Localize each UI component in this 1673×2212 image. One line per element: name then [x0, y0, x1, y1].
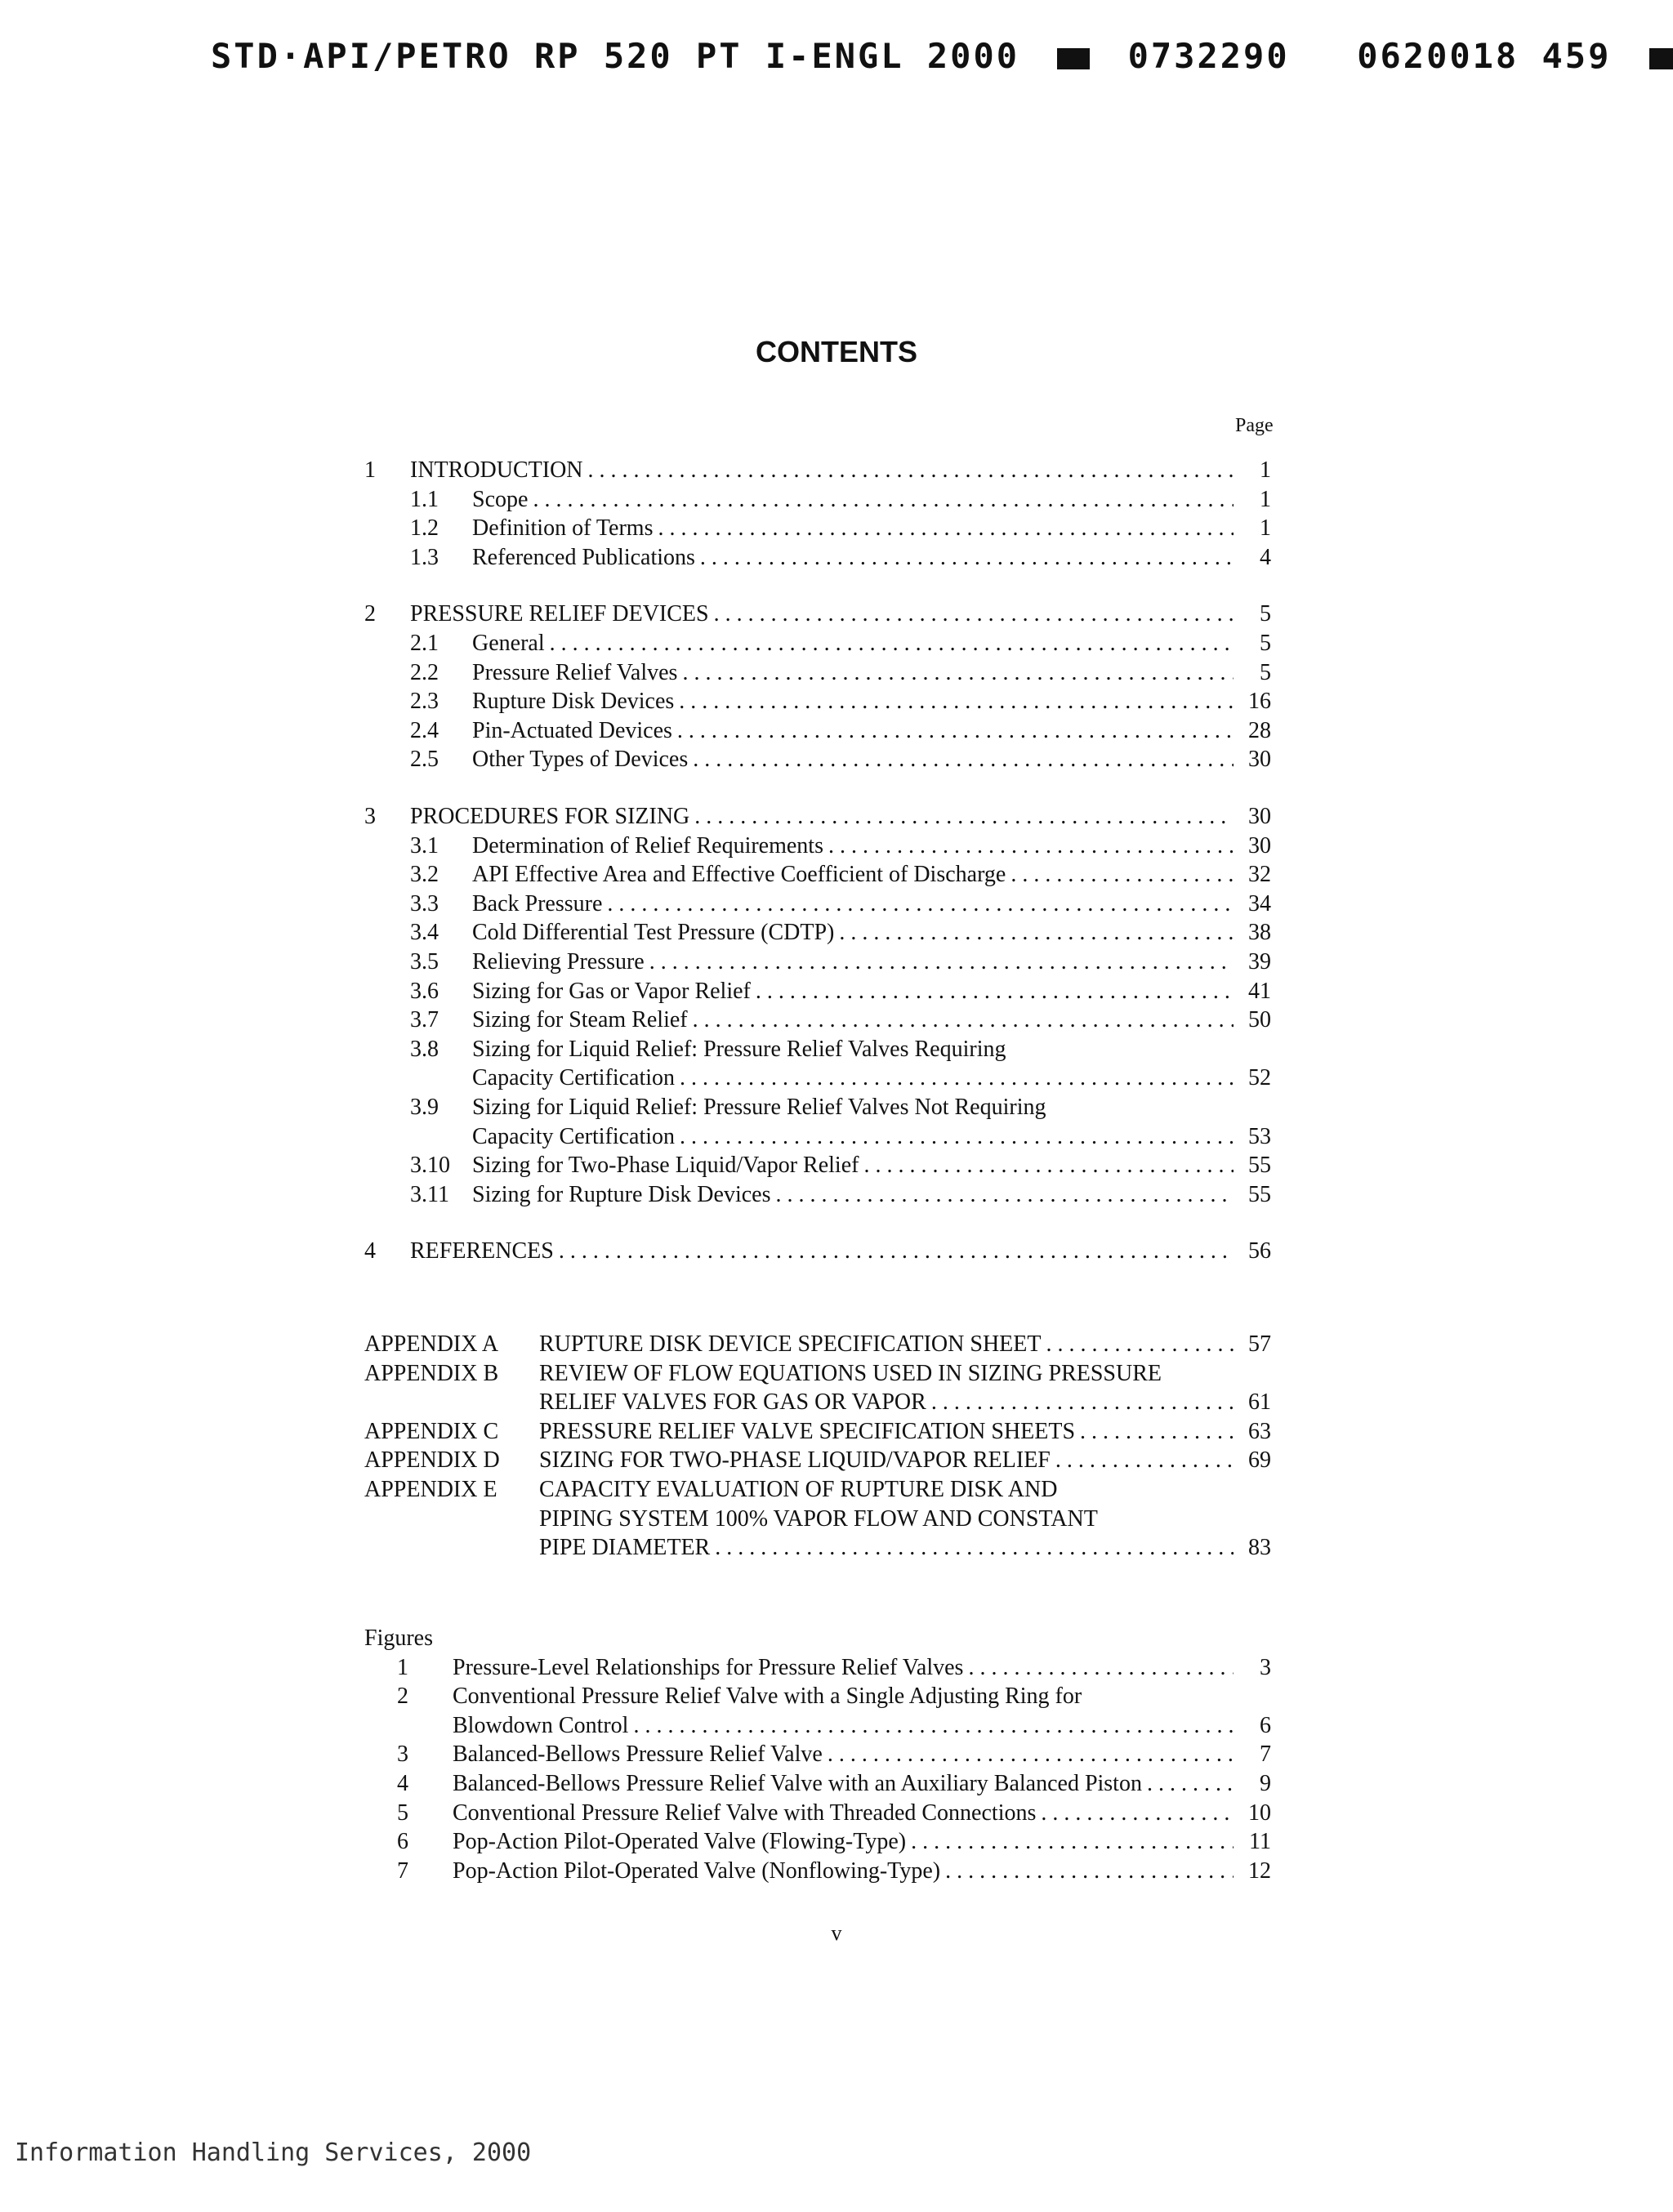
toc-subsection-title: General: [472, 631, 545, 656]
toc-subsection-page: 41: [1248, 978, 1271, 1004]
dot-leader: [533, 485, 1234, 515]
toc-subsection: [0, 918, 1673, 948]
toc-section-page: 56: [1248, 1238, 1271, 1264]
toc-figure-number: 1: [397, 1654, 408, 1680]
toc-figure-page: 3: [1260, 1654, 1271, 1680]
dot-leader: [1147, 1769, 1234, 1799]
dot-leader: [633, 1711, 1234, 1741]
toc-subsection-text: [472, 832, 1271, 861]
toc-subsection: [0, 629, 1673, 658]
toc-section-text: [410, 1237, 1271, 1266]
toc-subsection-title: Back Pressure: [472, 890, 603, 916]
toc-appendix-text: [539, 1446, 1271, 1475]
toc-subsection-page: 32: [1248, 862, 1271, 888]
toc-appendix-page: 69: [1248, 1447, 1271, 1474]
toc-figure-page: 12: [1248, 1857, 1271, 1884]
dot-leader: [658, 514, 1234, 543]
toc-figure-number: 5: [397, 1799, 408, 1826]
toc-subsection-title: API Effective Area and Effective Coefficient of Discharge: [472, 862, 1006, 888]
toc-figure-title: Conventional Pressure Relief Valve with Threaded Connections: [453, 1799, 1037, 1826]
toc-figure: [0, 1857, 1673, 1886]
toc-figure-text: [453, 1653, 1271, 1683]
toc-subsection: [0, 716, 1673, 746]
toc-figure-text: [453, 1682, 1271, 1711]
toc-figure-number: 6: [397, 1829, 408, 1855]
toc-appendix-title: SIZING FOR TWO-PHASE LIQUID/VAPOR RELIEF: [539, 1447, 1051, 1474]
toc-figure-text: [453, 1799, 1271, 1828]
toc-subsection-number: 2.3: [410, 689, 439, 715]
toc-subsection-text: [472, 860, 1271, 890]
toc-figure-page: 7: [1260, 1742, 1271, 1768]
dot-leader: [715, 1533, 1234, 1563]
toc-appendix-text: [539, 1475, 1271, 1505]
toc-figure-text: [453, 1711, 1271, 1741]
toc-figure-title: Balanced-Bellows Pressure Relief Valve: [453, 1742, 823, 1768]
toc-figure-number: 3: [397, 1742, 408, 1768]
toc-figure-page: 10: [1248, 1799, 1271, 1826]
toc-appendix: [0, 1359, 1673, 1389]
toc-appendix-text: [539, 1417, 1271, 1447]
toc-appendix-text: [539, 1388, 1271, 1417]
toc-figure-title: Conventional Pressure Relief Valve with a Single Adjusting Ring for: [453, 1684, 1082, 1710]
toc-subsection-page: 38: [1248, 920, 1271, 946]
toc-subsection-title: Definition of Terms: [472, 515, 654, 542]
toc-subsection-number: 3.8: [410, 1036, 439, 1062]
toc-appendix: [0, 1533, 1673, 1563]
toc-subsection-number: 3.2: [410, 862, 439, 888]
toc-appendix-title: RELIEF VALVES FOR GAS OR VAPOR: [539, 1389, 926, 1416]
toc-figure: [0, 1711, 1673, 1741]
toc-subsection-number: 1.1: [410, 486, 439, 512]
toc-subsection: [0, 890, 1673, 919]
toc-figure-title: Pressure-Level Relationships for Pressure Relief Valves: [453, 1654, 964, 1680]
toc-section: [0, 456, 1673, 485]
toc-section-page: 30: [1248, 804, 1271, 829]
dot-leader: [1010, 860, 1234, 890]
toc-appendix-title: PIPE DIAMETER: [539, 1535, 711, 1561]
toc-appendix-page: 61: [1248, 1389, 1271, 1416]
toc-subsection-number: 3.1: [410, 832, 439, 858]
toc-subsection-cont: [0, 1064, 1673, 1093]
toc-subsection-page: 30: [1248, 747, 1271, 773]
doc-code-3: 0620018 459: [1357, 36, 1612, 76]
toc-appendix: [0, 1388, 1673, 1417]
dot-leader: [679, 687, 1234, 716]
toc-appendix-page: 57: [1248, 1331, 1271, 1357]
dot-leader: [588, 456, 1234, 485]
toc-subsection: [0, 687, 1673, 716]
toc-subsection-number: 2.4: [410, 717, 439, 743]
toc-section-text: [410, 600, 1271, 629]
toc-subsection-text: [472, 629, 1271, 658]
toc-section-text: [410, 456, 1271, 485]
toc-figure-text: [453, 1827, 1271, 1857]
toc-subsection-text: [472, 890, 1271, 919]
dot-leader: [828, 832, 1234, 861]
dot-leader: [1055, 1446, 1234, 1475]
toc-subsection-text: [472, 948, 1271, 977]
toc-figure-text: [453, 1857, 1271, 1886]
toc-subsection: [0, 948, 1673, 977]
toc-figure-number: 7: [397, 1857, 408, 1884]
dot-leader: [931, 1388, 1234, 1417]
toc-subsection: [0, 977, 1673, 1006]
toc-appendix-title: PIPING SYSTEM 100% VAPOR FLOW AND CONSTANT: [539, 1505, 1098, 1532]
toc-subsection: [0, 860, 1673, 890]
toc-subsection-number: 2.1: [410, 631, 439, 656]
dot-leader: [680, 1064, 1234, 1093]
toc-section-title: REFERENCES: [410, 1238, 554, 1264]
toc-section-text: [410, 802, 1271, 832]
toc-appendix-number: APPENDIX D: [364, 1447, 500, 1474]
toc-appendix-text: [539, 1359, 1271, 1389]
toc-subsection-title: Determination of Relief Requirements: [472, 832, 823, 858]
toc-subsection-cont-page: 53: [1248, 1123, 1271, 1149]
toc-appendix-page: 63: [1248, 1418, 1271, 1444]
toc-figure: [0, 1653, 1673, 1683]
toc-subsection-number: 1.2: [410, 515, 439, 542]
toc-section-number: 2: [364, 601, 376, 627]
toc-figure-text: [453, 1769, 1271, 1799]
toc-subsection-number: 3.3: [410, 890, 439, 916]
toc-appendix-page: 83: [1248, 1535, 1271, 1561]
toc-subsection-number: 3.7: [410, 1007, 439, 1033]
toc-subsection: [0, 1093, 1673, 1122]
toc-appendix-text: [539, 1533, 1271, 1563]
page-title: CONTENTS: [756, 335, 917, 368]
toc-section-title: PROCEDURES FOR SIZING: [410, 804, 690, 829]
toc-subsection-number: 3.5: [410, 949, 439, 974]
toc-subsection: [0, 1006, 1673, 1035]
toc-subsection-page: 16: [1248, 689, 1271, 715]
toc-subsection-text: [472, 977, 1271, 1006]
page-folio: v: [831, 1921, 842, 1945]
dot-leader: [1041, 1799, 1234, 1828]
toc-appendix: [0, 1505, 1673, 1534]
toc-section-page: 5: [1260, 601, 1271, 627]
toc-subsection-text: [472, 543, 1271, 573]
toc-appendix: [0, 1417, 1673, 1447]
dot-leader: [693, 1006, 1234, 1035]
toc-subsection-number: 3.10: [410, 1153, 450, 1179]
toc-appendix-number: APPENDIX E: [364, 1477, 497, 1502]
dot-leader: [863, 1151, 1234, 1180]
toc-appendix-title: CAPACITY EVALUATION OF RUPTURE DISK AND: [539, 1477, 1058, 1502]
toc-subsection-cont-text: [472, 1064, 1271, 1093]
dot-leader: [693, 745, 1234, 774]
toc-subsection-text: [472, 485, 1271, 515]
toc-subsection-text: [472, 716, 1271, 746]
dot-leader: [649, 948, 1234, 977]
toc-subsection-text: [472, 687, 1271, 716]
toc-subsection-title: Other Types of Devices: [472, 747, 689, 773]
footer-text: Information Handling Services, 2000: [15, 2138, 532, 2167]
toc-figure: [0, 1769, 1673, 1799]
toc-subsection-page: 39: [1248, 949, 1271, 974]
toc-subsection-number: 2.5: [410, 747, 439, 773]
black-block-mark: [1057, 48, 1090, 69]
dot-leader: [911, 1827, 1234, 1857]
toc-subsection-page: 5: [1260, 659, 1271, 685]
dot-leader: [776, 1180, 1234, 1210]
toc-appendix-text: [539, 1330, 1271, 1359]
toc-subsection: [0, 658, 1673, 688]
toc-subsection-text: [472, 745, 1271, 774]
toc-subsection: [0, 543, 1673, 573]
dot-leader: [756, 977, 1234, 1006]
toc-subsection-title: Cold Differential Test Pressure (CDTP): [472, 920, 835, 946]
dot-leader: [1046, 1330, 1234, 1359]
dot-leader: [559, 1237, 1234, 1266]
black-block-mark-end: [1649, 48, 1673, 69]
dot-leader: [694, 802, 1234, 832]
dot-leader: [682, 658, 1234, 688]
toc-subsection-page: 5: [1260, 631, 1271, 656]
figures-heading: Figures: [364, 1626, 433, 1651]
toc-subsection-title: Scope: [472, 486, 529, 512]
toc-subsection-text: [472, 1151, 1271, 1180]
toc-appendix-number: APPENDIX B: [364, 1360, 499, 1386]
doc-code: STD·API/PETRO RP 520 PT I-ENGL 2000: [211, 36, 1020, 76]
toc-subsection-text: [472, 1035, 1271, 1064]
toc-figure-title: Pop-Action Pilot-Operated Valve (Nonflowing-Type): [453, 1857, 941, 1884]
toc-appendix: [0, 1475, 1673, 1505]
toc-subsection-title: Sizing for Gas or Vapor Relief: [472, 978, 751, 1004]
toc-subsection-page: 4: [1260, 544, 1271, 570]
toc-subsection-page: 55: [1248, 1181, 1271, 1207]
toc-subsection-number: 2.2: [410, 659, 439, 685]
toc-subsection: [0, 1035, 1673, 1064]
toc-subsection-number: 3.9: [410, 1095, 439, 1120]
toc-figure: [0, 1740, 1673, 1769]
toc-subsection-title: Pin-Actuated Devices: [472, 717, 672, 743]
dot-leader: [828, 1740, 1234, 1769]
toc-subsection-number: 3.6: [410, 978, 439, 1004]
toc-figure: [0, 1827, 1673, 1857]
toc-appendix-title: PRESSURE RELIEF VALVE SPECIFICATION SHEETS: [539, 1418, 1076, 1444]
toc-section-page: 1: [1260, 457, 1271, 483]
dot-leader: [945, 1857, 1234, 1886]
toc-subsection-title: Relieving Pressure: [472, 949, 645, 974]
dot-leader: [714, 600, 1234, 629]
toc-subsection: [0, 745, 1673, 774]
toc-figure-number: 4: [397, 1771, 408, 1796]
toc-subsection-title: Sizing for Rupture Disk Devices: [472, 1181, 771, 1207]
toc-figure-page: 11: [1249, 1829, 1271, 1855]
toc-figure-text: [453, 1740, 1271, 1769]
toc-subsection-title: Pressure Relief Valves: [472, 659, 678, 685]
toc-subsection-title: Sizing for Liquid Relief: Pressure Relief Valves Not Requiring: [472, 1095, 1046, 1120]
page-column-label: Page: [1235, 415, 1274, 436]
toc-subsection-title: Referenced Publications: [472, 544, 695, 570]
dot-leader: [680, 1122, 1234, 1152]
toc-subsection-cont: [0, 1122, 1673, 1152]
toc-section-number: 3: [364, 804, 376, 829]
toc-subsection-page: 28: [1248, 717, 1271, 743]
toc-subsection-text: [472, 1093, 1271, 1122]
dot-leader: [550, 629, 1234, 658]
toc-subsection-number: 3.11: [410, 1181, 449, 1207]
toc-subsection-title: Sizing for Steam Relief: [472, 1007, 688, 1033]
toc-subsection-number: 1.3: [410, 544, 439, 570]
doc-code-2: 0732290: [1127, 36, 1290, 76]
toc-subsection-title: Sizing for Liquid Relief: Pressure Relief Valves Requiring: [472, 1036, 1006, 1062]
toc-section-number: 1: [364, 457, 376, 483]
toc-section: [0, 1237, 1673, 1266]
toc-appendix: [0, 1330, 1673, 1359]
toc-subsection-title: Rupture Disk Devices: [472, 689, 675, 715]
toc-figure-page: 9: [1260, 1771, 1271, 1796]
toc-subsection-page: 1: [1260, 486, 1271, 512]
toc-subsection-title: Sizing for Two-Phase Liquid/Vapor Relief: [472, 1153, 859, 1179]
toc-appendix: [0, 1446, 1673, 1475]
toc-subsection-text: [472, 514, 1271, 543]
toc-figure-page: 6: [1260, 1712, 1271, 1738]
toc-appendix-title: RUPTURE DISK DEVICE SPECIFICATION SHEET: [539, 1331, 1042, 1357]
toc-subsection-page: 1: [1260, 515, 1271, 542]
toc-subsection: [0, 514, 1673, 543]
toc-subsection-page: 30: [1248, 832, 1271, 858]
toc-subsection: [0, 1151, 1673, 1180]
toc-subsection-number: 3.4: [410, 920, 439, 946]
document-code-header: [211, 36, 1673, 76]
toc-appendix-number: APPENDIX C: [364, 1418, 499, 1444]
toc-appendix-title: REVIEW OF FLOW EQUATIONS USED IN SIZING PRESSURE: [539, 1360, 1162, 1386]
dot-leader: [839, 918, 1234, 948]
toc-subsection-cont-title: Capacity Certification: [472, 1123, 676, 1149]
toc-subsection-text: [472, 1180, 1271, 1210]
toc-subsection-text: [472, 918, 1271, 948]
toc-figure-title: Pop-Action Pilot-Operated Valve (Flowing-Type): [453, 1829, 907, 1855]
dot-leader: [968, 1653, 1234, 1683]
toc-subsection-page: 55: [1248, 1153, 1271, 1179]
toc-subsection-text: [472, 658, 1271, 688]
toc-figure-title: Blowdown Control: [453, 1712, 629, 1738]
toc-subsection: [0, 485, 1673, 515]
toc-section: [0, 802, 1673, 832]
toc-section-number: 4: [364, 1238, 376, 1264]
toc-figure-number: 2: [397, 1684, 408, 1710]
toc-section-title: PRESSURE RELIEF DEVICES: [410, 601, 709, 627]
dot-leader: [700, 543, 1234, 573]
toc-subsection: [0, 1180, 1673, 1210]
dot-leader: [607, 890, 1234, 919]
toc-figure: [0, 1799, 1673, 1828]
toc-subsection-cont-title: Capacity Certification: [472, 1065, 676, 1091]
toc-subsection-page: 34: [1248, 890, 1271, 916]
dot-leader: [677, 716, 1234, 746]
toc-section-title: INTRODUCTION: [410, 457, 583, 483]
toc-subsection: [0, 832, 1673, 861]
toc-subsection-page: 50: [1248, 1007, 1271, 1033]
toc-subsection-text: [472, 1006, 1271, 1035]
toc-section: [0, 600, 1673, 629]
toc-subsection-cont-text: [472, 1122, 1271, 1152]
toc-figure-title: Balanced-Bellows Pressure Relief Valve with an Auxiliary Balanced Piston: [453, 1771, 1142, 1796]
toc-subsection-cont-page: 52: [1248, 1065, 1271, 1091]
toc-appendix-text: [539, 1505, 1271, 1534]
toc-figure: [0, 1682, 1673, 1711]
dot-leader: [1080, 1417, 1234, 1447]
toc-appendix-number: APPENDIX A: [364, 1331, 499, 1357]
